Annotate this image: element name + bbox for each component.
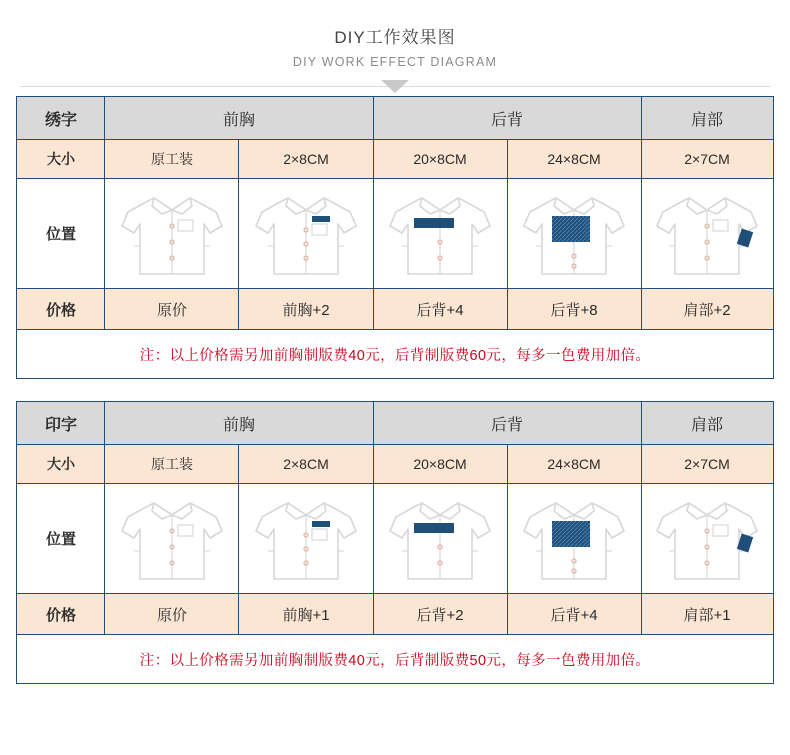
shirt-illustration-back-large [507,179,641,289]
price-cell-1: 原价 [105,289,239,330]
size-cell-1: 原工装 [105,140,239,179]
table-row [17,289,773,330]
table-row [17,402,773,445]
shirt-illustration-plain-2 [105,484,239,594]
page-header [0,0,790,96]
shirt-illustration-back-large-2 [507,484,641,594]
table-row [17,330,773,379]
printing-table [16,401,773,684]
shirt-illustration-shoulder-2 [641,484,773,594]
group-header-back-2: 后背 [373,402,641,445]
size-cell-5: 2×7CM [641,140,773,179]
shirt-illustration-back-small-2 [373,484,507,594]
table-row [17,594,773,635]
price-cell-2: 前胸+2 [239,289,373,330]
header-divider [0,78,790,96]
table-row [17,140,773,179]
size-cell-2-5: 2×7CM [641,445,773,484]
price-cell-5: 肩部+2 [641,289,773,330]
caret-down-icon [381,80,409,93]
group-header-shoulder-2: 肩部 [641,402,773,445]
table-row [17,635,773,684]
page-title-cn: DIY工作效果图 [334,28,456,47]
printing-note: 注：以上价格需另加前胸制版费40元，后背制版费50元，每多一色费用加倍。 [17,635,773,684]
group-header-chest: 前胸 [105,97,373,140]
price-cell-4: 后背+8 [507,289,641,330]
price-cell-2-3: 后背+2 [373,594,507,635]
row-label-position: 位置 [17,179,105,289]
table-row [17,445,773,484]
size-cell-2-2: 2×8CM [239,445,373,484]
group-header-shoulder: 肩部 [641,97,773,140]
price-cell-2-1: 原价 [105,594,239,635]
price-cell-2-2: 前胸+1 [239,594,373,635]
row-label-price: 价格 [17,289,105,330]
row-label-type-2: 印字 [17,402,105,445]
shirt-illustration-chest [239,179,373,289]
row-label-size-2: 大小 [17,445,105,484]
shirt-illustration-chest-2 [239,484,373,594]
shirt-illustration-plain [105,179,239,289]
table-row [17,97,773,140]
price-cell-2-4: 后背+4 [507,594,641,635]
price-cell-3: 后背+4 [373,289,507,330]
page-title-en: DIY WORK EFFECT DIAGRAM [292,55,498,69]
group-header-back: 后背 [373,97,641,140]
size-cell-2-4: 24×8CM [507,445,641,484]
table-row [17,179,773,289]
row-label-position-2: 位置 [17,484,105,594]
group-header-chest-2: 前胸 [105,402,373,445]
table-spacer [0,379,790,401]
embroidery-note: 注：以上价格需另加前胸制版费40元，后背制版费60元，每多一色费用加倍。 [17,330,773,379]
row-label-type: 绣字 [17,97,105,140]
embroidery-table [16,96,773,379]
row-label-price-2: 价格 [17,594,105,635]
size-cell-3: 20×8CM [373,140,507,179]
size-cell-2: 2×8CM [239,140,373,179]
size-cell-2-1: 原工装 [105,445,239,484]
size-cell-2-3: 20×8CM [373,445,507,484]
shirt-illustration-back-small [373,179,507,289]
row-label-size: 大小 [17,140,105,179]
price-cell-2-5: 肩部+1 [641,594,773,635]
shirt-illustration-shoulder [641,179,773,289]
table-row [17,484,773,594]
size-cell-4: 24×8CM [507,140,641,179]
